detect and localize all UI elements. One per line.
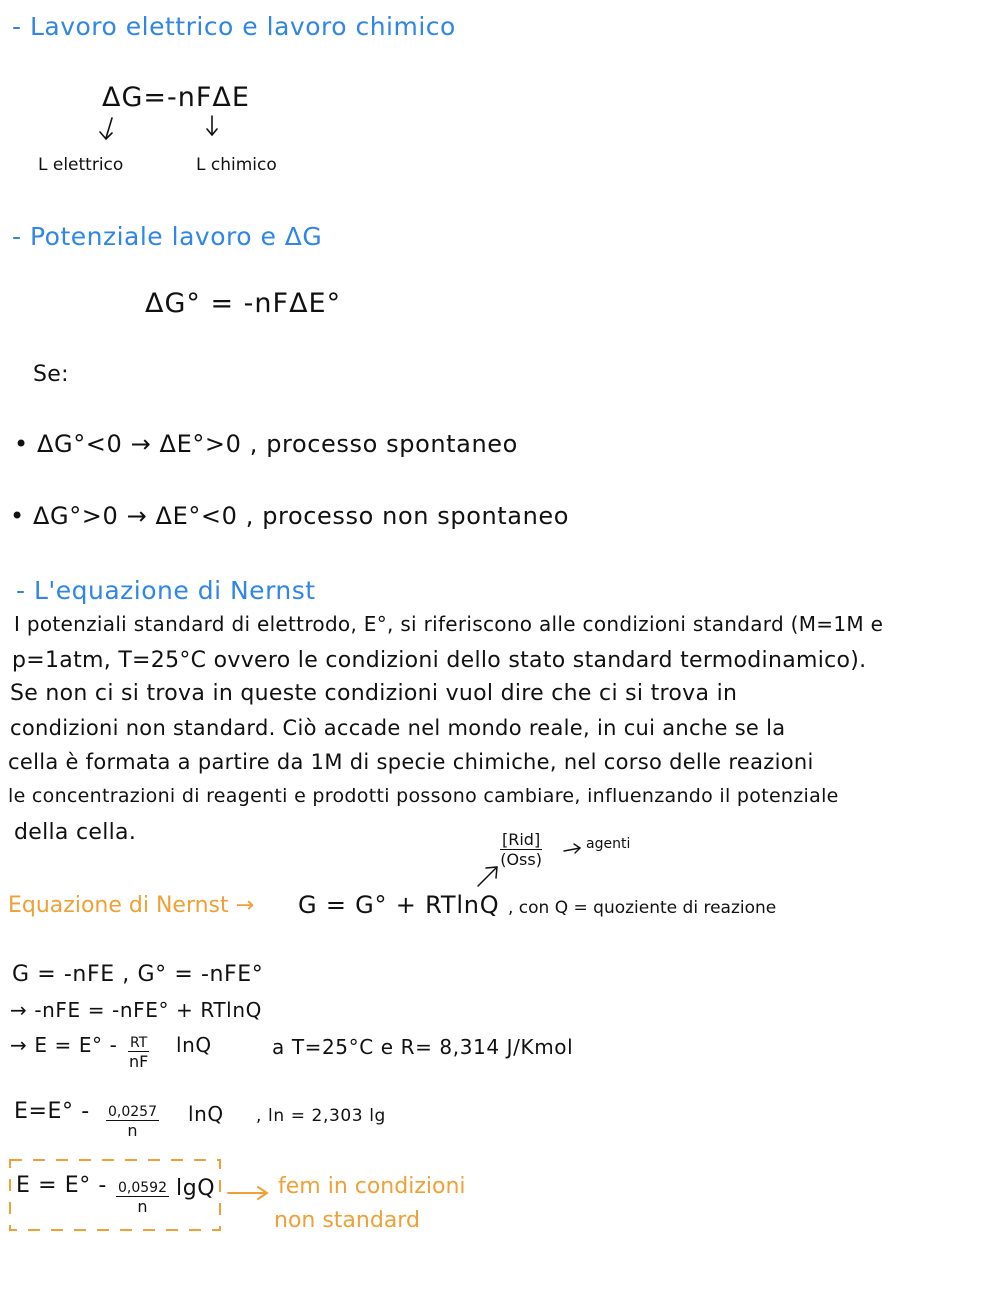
paragraph-line-1: I potenziali standard di elettrodo, E°, si riferiscono alle condizioni standard (M=1M e — [14, 612, 884, 636]
line-g-definitions: G = -nFE , G° = -nFE° — [12, 962, 264, 987]
heading-equazione-nernst: - L'equazione di Nernst — [16, 576, 316, 605]
heading-potenziale-lavoro: - Potenziale lavoro e ΔG — [12, 222, 323, 251]
boxed-formula-suffix: lgQ — [176, 1176, 216, 1201]
line-substitution: → -nFE = -nFE° + RTlnQ — [10, 998, 262, 1022]
paragraph-line-6: le concentrazioni di reagenti e prodotti possono cambiare, influenzando il potenziale — [8, 785, 839, 807]
bullet-non-spontaneo: • ΔG°>0 → ΔE°<0 , processo non spontaneo — [10, 502, 570, 530]
formula-delta-g: ΔG=-nFΔE — [102, 82, 250, 113]
paragraph-line-4: condizioni non standard. Ciò accade nel mondo reale, in cui anche se la — [10, 716, 786, 740]
fem-label-line-1: fem in condizioni — [278, 1174, 466, 1199]
agenti-arrow — [564, 844, 580, 853]
heading-lavoro-elettrico-chimico: - Lavoro elettrico e lavoro chimico — [12, 12, 456, 41]
paragraph-line-5: cella è formata a partire da 1M di specie chimiche, nel corso delle reazioni — [8, 750, 814, 774]
q-denominator: (Oss) — [500, 850, 542, 869]
line2-suffix: lnQ — [188, 1102, 224, 1126]
fraction-0-0257-denominator: n — [127, 1121, 138, 1140]
fraction-0-0257-numerator: 0,0257 — [108, 1104, 157, 1120]
nernst-label: Equazione di Nernst → — [8, 893, 255, 918]
q-note: agenti — [586, 836, 631, 852]
paragraph-line-2: p=1atm, T=25°C ovvero le condizioni dello stato standard termodinamico). — [12, 648, 867, 673]
line-e-prefix: → E = E° - — [10, 1033, 118, 1057]
conditions-text: a T=25°C e R= 8,314 J/Kmol — [272, 1035, 574, 1059]
formula-split-arrows — [100, 116, 217, 139]
label-lavoro-elettrico: L elettrico — [38, 155, 124, 175]
q-pointer-arrow — [478, 867, 497, 886]
boxed-formula-prefix: E = E° - — [16, 1173, 107, 1198]
line-e-suffix: lnQ — [176, 1033, 212, 1057]
fraction-rt-numerator: RT — [130, 1035, 148, 1051]
fraction-0-0592-denominator: n — [137, 1197, 148, 1216]
fem-arrow — [228, 1187, 267, 1199]
paragraph-line-7: della cella. — [14, 820, 137, 845]
fraction-rt-denominator: nF — [128, 1052, 149, 1071]
paragraph-line-3: Se non ci si trova in queste condizioni vuol dire che ci si trova in — [10, 681, 738, 706]
ln-conversion-note: , ln = 2,303 lg — [256, 1106, 386, 1126]
fraction-0-0592-numerator: 0,0592 — [118, 1180, 167, 1196]
boxed-formula-frame — [10, 1160, 220, 1230]
line2-prefix: E=E° - — [14, 1099, 90, 1124]
bullet-spontaneo: • ΔG°<0 → ΔE°>0 , processo spontaneo — [14, 430, 518, 458]
q-numerator: [Rid] — [502, 830, 541, 849]
nernst-note: , con Q = quoziente di reazione — [508, 898, 777, 918]
se-label: Se: — [33, 362, 69, 387]
nernst-formula: G = G° + RTlnQ — [298, 891, 500, 919]
label-lavoro-chimico: L chimico — [196, 155, 277, 175]
formula-delta-g-standard: ΔG° = -nFΔE° — [145, 288, 342, 319]
fem-label-line-2: non standard — [274, 1208, 420, 1233]
